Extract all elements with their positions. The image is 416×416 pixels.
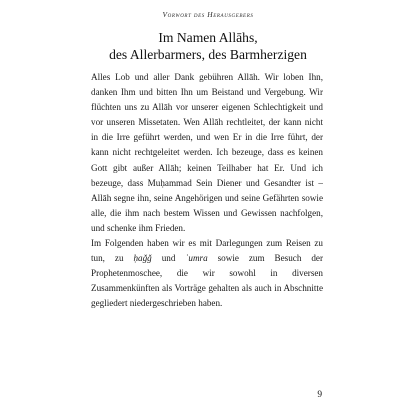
body-text <box>91 70 323 312</box>
page-title-line-2: des Allerbarmers, des Barmherzigen <box>109 47 307 62</box>
page-number: 9 <box>317 390 322 400</box>
paragraph-2-before: Im Folgenden haben wir es mit Darlegungen zum Reisen zu tun, zu <box>91 238 323 264</box>
term-hajj: ḥaǧǧ <box>133 253 152 264</box>
term-umra: ʿumra <box>185 253 208 264</box>
paragraph-2 <box>91 236 323 311</box>
running-head: Vorwort des Herausgebers <box>162 10 254 19</box>
paragraph-2-after: sowie zum Besuch der Prophetenmoschee, die wir sowohl in diversen Zusammenkünften als Vorträge gehalten als auch in Abschnitte gegliedert niedergeschrieben haben. <box>91 253 324 309</box>
paragraph-1: Alles Lob und aller Dank gebühren Allāh. Wir loben Ihn, danken Ihm und bitten Ihn um Beistand und Vergebung. Wir flüchten uns zu Allāh vor unserer eigenen Schlechtigkeit und vor unseren Missetaten. Wen Allāh rechtleitet, der kann nicht in die Irre geführt werden, und wen Er in die Irre führt, der kann nicht rechtgeleitet werden. Ich bezeuge, dass es keinen Gott gibt außer Allāh; keinen Teilhaber hat Er. Und ich bezeuge, dass Muḥammad Sein Diener und Gesandter ist – Allāh segne ihn, seine Angehörigen und seine Gefährten sowie alle, die ihm nach bestem Wissen und Gewissen nachfolgen, und schenke ihm Frieden. <box>91 72 323 233</box>
paragraph-2-middle: und <box>151 253 186 264</box>
page-title-line-1: Im Namen Allāhs, <box>158 30 258 45</box>
